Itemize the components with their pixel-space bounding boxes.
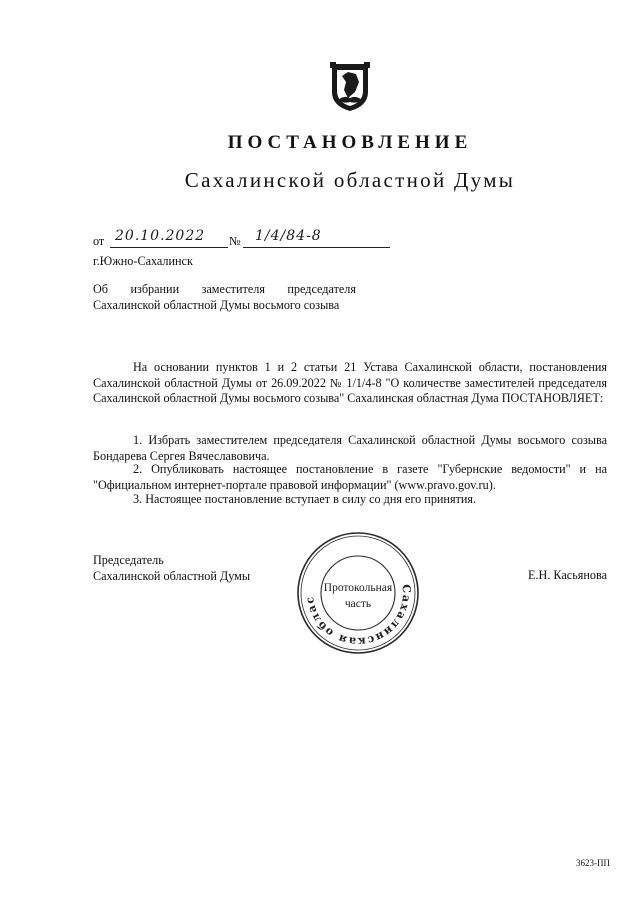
svg-text:часть: часть [344,598,372,610]
document-code: 3623-ПП [576,858,610,868]
number-label: № [229,234,241,248]
resolution-item-1: 1. Избрать заместителем председателя Сахалинской областной Думы восьмого созыва Бондарева Сергея Вячеславовича. [93,433,607,463]
position-line-2: Сахалинской областной Думы [93,568,251,583]
official-seal-stamp [296,531,420,655]
signatory-name: Е.Н. Касьянова [528,568,607,582]
handwritten-number: 1/4/84-8 [255,228,322,244]
date-underline [110,247,228,248]
from-label: от [93,234,105,248]
coat-of-arms-emblem [328,62,372,112]
handwritten-date: 20.10.2022 [115,228,206,244]
preamble-paragraph: На основании пунктов 1 и 2 статьи 21 Устава Сахалинской области, постановления Сахалинской областной Думы от 26.09.2022 № 1/1/4-8 "О количестве заместителей председателя Сахалинской областной Думы восьмого созыва" Сахалинская областная Дума ПОСТАНОВЛЯЕТ: [93,360,607,405]
document-subject: Об избрании заместителя председателя Сахалинской областной Думы восьмого созыва [93,282,356,312]
resolution-item-2: 2. Опубликовать настоящее постановление в газете "Губернские ведомости" и на "Официальном интернет-портале правовой информации" (www.pravo.gov.ru). [93,462,607,492]
svg-text:Протокольная: Протокольная [323,582,393,594]
signatory-position [93,553,250,584]
resolution-item-3: 3. Настоящее постановление вступает в силу со дня его принятия. [133,492,477,506]
document-subtitle: Сахалинской областной Думы [184,168,516,192]
position-line-1: Председатель [93,553,164,567]
city: г.Южно-Сахалинск [93,254,193,268]
number-underline [243,247,390,248]
date-number-row [93,228,393,250]
document-title: ПОСТАНОВЛЕНИЕ [227,132,473,153]
sakhalin-coat-of-arms-icon [328,62,372,112]
svg-text:Сахалинская областная Дума *: Сахалинская облас [302,583,414,649]
